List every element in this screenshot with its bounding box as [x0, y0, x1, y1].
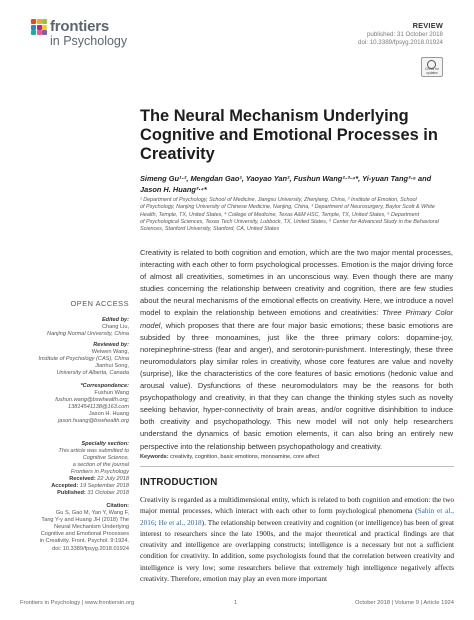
- citation-line: Tang Y-y and Huang JH (2018) The: [41, 517, 129, 524]
- date-label: Received:: [69, 476, 96, 482]
- editor-name: Chang Liu,: [101, 324, 129, 331]
- divider: [140, 466, 454, 467]
- keywords-label: Keywords:: [140, 454, 169, 460]
- correspondent-name: Fushun Wang: [94, 390, 129, 397]
- footer-journal[interactable]: Frontiers in Psychology | www.frontiersin.org: [20, 600, 135, 606]
- email-link[interactable]: jason.huang@bswhealth.org: [58, 418, 129, 425]
- citation-label: Citation:: [106, 503, 129, 509]
- reviewer-name: Jianhui Song,: [95, 363, 129, 370]
- reviewed-by-label: Reviewed by:: [93, 342, 129, 348]
- affiliation-line: ¹ Department of Psychology, School of Medicine, Jiangsu University, Zhenjiang, China, ² Institute of Emotion, School: [140, 197, 417, 203]
- abstract-model-name: Three Primary Color model: [140, 308, 453, 330]
- email-link[interactable]: 13814541138@163.com: [68, 404, 129, 411]
- specialty-label: Specialty section:: [81, 441, 129, 447]
- footer-page-number: 1: [234, 600, 238, 606]
- affiliations: [140, 197, 452, 233]
- date-accepted: [20, 483, 129, 490]
- keywords: [140, 454, 453, 460]
- citation-line: Cognitive and Emotional Processes: [40, 531, 129, 538]
- date-received: [20, 476, 129, 483]
- article-title: The Neural Mechanism Underlying Cognitive and Emotional Processes in Creativity: [140, 107, 438, 163]
- doi-link[interactable]: doi: 10.3389/fpsyg.2018.01924: [358, 39, 443, 47]
- abstract-text: , which proposes that there are four major basic emotions; these basic emotions are subsided by three monoamines, just like the three primary colors: dopamine-joy, norepinephrine-stress (fear and anger), and serotonin-punishment. Interestingly, these three neuromodulators play similar roles in creativity, whose core features are value and novelty (surprise), like the characteristics of the core features of basic emotions (hedonic value and arousal value). Dysfunctions of these neuromodulators may be the reasons for both psychopathology and creativity, in that they can change the thinking styles such as novelty seeking behavior, hyper-connectivity of brain areas, and/or cognitive disinhibition to induce both creativity and psychopathology. This new model will not only help researchers understand the dynamics of basic emotion elements, it can also bring an entirely new perspective into the relationship between psychopathology and creativity.: [140, 320, 453, 451]
- frontiers-logo[interactable]: [31, 18, 151, 58]
- article-dates: [20, 476, 129, 497]
- citation-line: Neural Mechanism Underlying: [54, 524, 129, 531]
- intro-text: ). The relationship between creativity and cognition (or intelligence) has been of great interest to researchers since the late 1900s, and the major theoretical and practical findings are that creativity and intelligence are overlapping constructs; intelligence is a necessary but not a sufficient condition for creativity. In addition, some psychologists found that the correlation between creativity and intelligence is very low; some researchers believe that extremely high intelligence negatively affects creativity. Therefore, emotion may play an even more important: [140, 517, 454, 584]
- abstract-text: Creativity is related to both cognition and emotion, which are the two major mental processes, interacting with each other to form psychological processes. Emotion is the major driving force of almost all creativities, sometimes in an unconscious way. Even though there are many studies concerning the relationship between creativity and cognition, there are few studies about the neural mechanisms of the emotional effects on creativity. Here, we introduce a novel model to explain the relationship between emotions and creativities:: [140, 248, 453, 318]
- affiliation-line: Health, Temple, TX, United States, ⁴ College of Medicine, Texas A&M HSC, Temple, TX, United States, ⁵ Department: [140, 211, 420, 218]
- date-value: 22 July 2018: [97, 476, 129, 482]
- citation: [20, 503, 129, 553]
- affiliation-line: of Psychological Sciences, Texas Tech University, Lubbock, TX, United States, ⁶ Center for Advanced Study in the Behavioral: [140, 218, 439, 225]
- intro-text: Creativity is regarded as a multidimensional entity, which is related to both cognition and emotion: the two major mental processes, which interact with each other to form psychological phenomena (: [140, 495, 454, 516]
- author-line: Simeng Gu¹·², Mengdan Gao¹, Yaoyao Yan², Fushun Wang²·³·⁴*, Yi-yuan Tang³·⁵ and: [140, 174, 432, 183]
- citation-line: Gu S, Gao M, Yan Y, Wang F,: [55, 510, 129, 517]
- published-date: published: 31 October 2018: [366, 30, 443, 38]
- reviewer-affiliation: Institute of Psychology (CAS), China: [38, 356, 129, 363]
- frontiers-logo-mark-icon: [31, 19, 47, 35]
- date-published: [20, 490, 129, 497]
- logo-name: frontiers: [50, 18, 110, 35]
- logo-journal: in Psychology: [50, 34, 128, 48]
- specialty-line: This article was submitted to: [58, 448, 129, 455]
- date-label: Accepted:: [51, 483, 79, 490]
- correspondence: [20, 383, 129, 426]
- correspondence-label: *Correspondence:: [80, 383, 129, 389]
- intro-text: ;: [154, 517, 159, 527]
- check-updates-label: Check for updates: [425, 67, 439, 75]
- author-line: Jason H. Huang³·⁴*: [140, 184, 207, 194]
- specialty-line: a section of the journal: [72, 462, 129, 469]
- keywords-text: creativity, cognition, basic emotions, monoamine, core affect: [170, 454, 320, 460]
- email-link[interactable]: fushun.wang@bswhealth.org;: [55, 397, 129, 404]
- date-value: 31 October 2018: [87, 490, 129, 497]
- affiliation-line: of Psychology, Nanjing University of Chinese Medicine, Nanjing, China, ³ Department of Neurosurgery, Baylor Scott & White: [140, 204, 435, 211]
- citation-line: in Creativity. Front. Psychol. 9:1924.: [39, 538, 129, 545]
- article-type: REVIEW: [412, 21, 443, 30]
- edited-by: [20, 317, 129, 338]
- footer-issue: October 2018 | Volume 9 | Article 1924: [354, 600, 454, 606]
- date-value: 19 September 2018: [79, 483, 129, 490]
- citation-link[interactable]: Sahin et al., 2016: [140, 506, 455, 527]
- correspondent-name: Jason H. Huang: [88, 411, 129, 418]
- date-label: Published:: [57, 490, 86, 497]
- author-list: [140, 174, 450, 195]
- reviewer-name: Weiwen Wang,: [91, 349, 129, 356]
- section-heading-introduction: INTRODUCTION: [140, 477, 218, 488]
- editor-affiliation: Nanjing Normal University, China: [47, 331, 129, 338]
- abstract: [140, 247, 453, 453]
- edited-by-label: Edited by:: [101, 317, 129, 323]
- affiliation-line: Sciences, Stanford University, Stanford, CA, United States: [140, 226, 280, 233]
- introduction-text: [140, 494, 454, 584]
- reviewed-by: [20, 342, 129, 377]
- article-meta: [358, 22, 443, 48]
- specialty-line: Cognitive Science,: [82, 455, 129, 462]
- specialty-section: [20, 441, 129, 476]
- reviewer-affiliation: University of Alberta, Canada: [56, 370, 129, 377]
- open-access-label: OPEN ACCESS: [70, 299, 129, 308]
- specialty-line: Frontiers in Psychology: [70, 469, 129, 476]
- check-for-updates-button[interactable]: [421, 57, 443, 77]
- citation-doi-link[interactable]: doi: 10.3389/fpsyg.2018.01924: [52, 545, 129, 552]
- citation-link[interactable]: He et al., 2018: [158, 517, 202, 527]
